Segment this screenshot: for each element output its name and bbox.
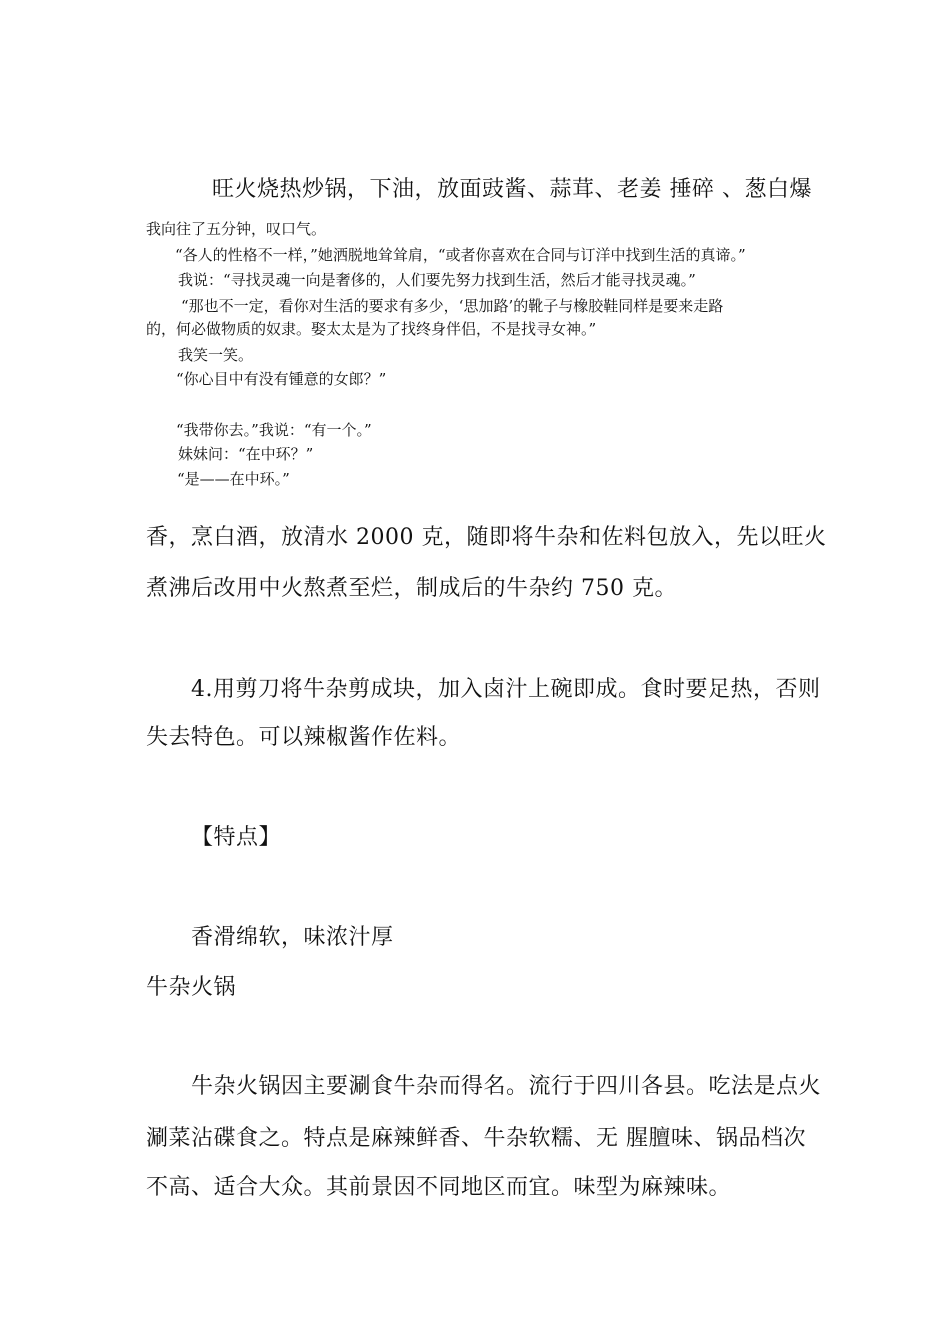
- paragraph-line: 失去特色。可以辣椒酱作佐料。: [146, 725, 462, 750]
- inset-line: 我向往了五分钟，叹口气。: [146, 220, 327, 238]
- paragraph-line: 香，烹白酒，放清水 2000 克，随即将牛杂和佐料包放入，先以旺火: [146, 525, 827, 550]
- inset-line: “那也不一定，看你对生活的要求有多少，‘思加路’的靴子与橡胶鞋同样是要来走路: [181, 297, 724, 315]
- inset-line: 的，何必做物质的奴隶。娶太太是为了找终身伴侣，不是找寻女神。”: [146, 320, 597, 338]
- inset-line: “我带你去。”我说：“有一个。”: [176, 421, 372, 439]
- paragraph-line: 涮菜沾碟食之。特点是麻辣鲜香、牛杂软糯、无 腥膻味、锅品档次: [146, 1126, 806, 1151]
- paragraph-line: 牛杂火锅因主要涮食牛杂而得名。流行于四川各县。吃法是点火: [191, 1074, 822, 1099]
- inset-line: 我笑一笑。: [178, 346, 254, 364]
- section-heading: 【特点】: [191, 825, 282, 850]
- inset-line: “是——在中环。”: [177, 470, 290, 488]
- paragraph-line: 不高、适合大众。其前景因不同地区而宜。味型为麻辣味。: [146, 1175, 732, 1200]
- paragraph-line: 煮沸后改用中火熬煮至烂，制成后的牛杂约 750 克。: [146, 576, 677, 601]
- paragraph-line: 4.用剪刀将牛杂剪成块，加入卤汁上碗即成。食时要足热，否则: [191, 677, 821, 702]
- section-title: 牛杂火锅: [146, 975, 237, 1000]
- paragraph-line: 香滑绵软，味浓汁厚: [191, 925, 394, 950]
- inset-line: “各人的性格不一样，”她洒脱地耸耸肩，“或者你喜欢在合同与订洋中找到生活的真谛。”: [175, 246, 746, 264]
- inset-line: 我说：“寻找灵魂一向是奢侈的，人们要先努力找到生活，然后才能寻找灵魂。”: [178, 271, 696, 289]
- paragraph-line: 旺火烧热炒锅，下油，放面豉酱、蒜茸、老姜 捶碎 、葱白爆: [212, 177, 812, 202]
- inset-line: “你心目中有没有锺意的女郎？”: [176, 370, 387, 388]
- inset-line: 妹妹问：“在中环？”: [178, 445, 314, 463]
